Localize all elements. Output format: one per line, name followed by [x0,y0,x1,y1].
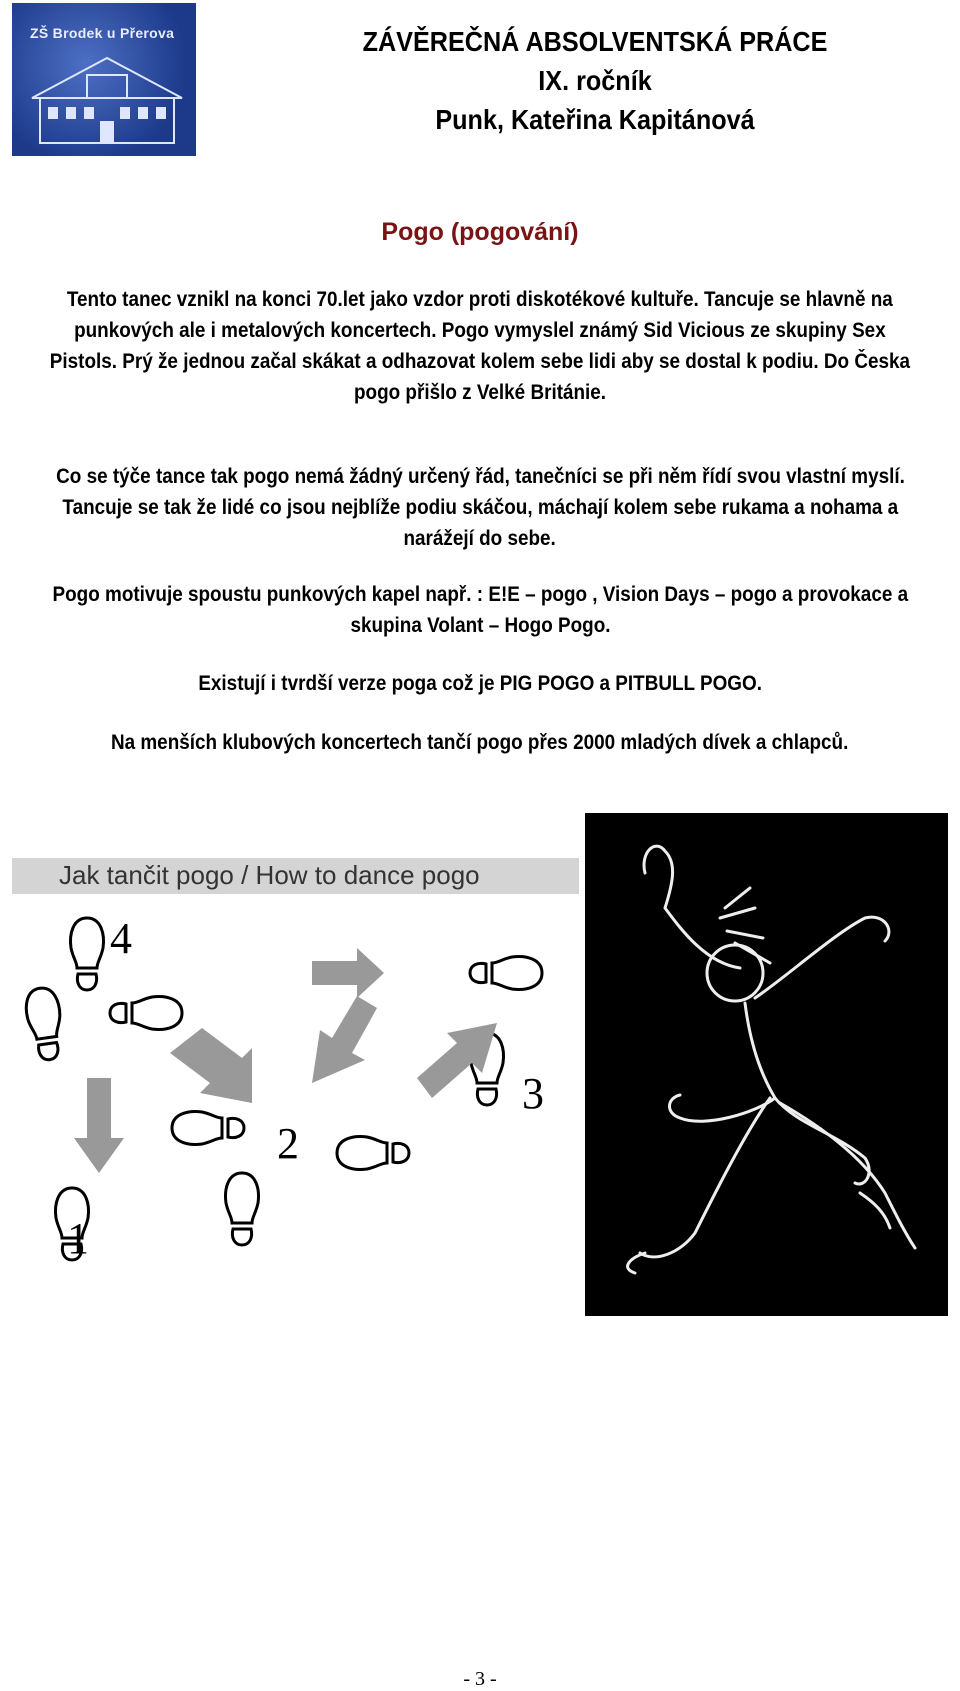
dance-diagram-title-bar [12,858,579,894]
paragraph-versions [0,668,960,699]
step-label: 4 [110,914,132,963]
paragraph-bands [0,579,960,641]
dance-diagram-title: Jak tančit pogo / How to dance pogo [59,860,480,890]
logo-text: ZŠ Brodek u Přerova [30,25,175,41]
dance-diagram [12,858,579,1320]
paragraph-origin [0,284,960,408]
step-label: 2 [277,1119,299,1168]
step-label: 3 [522,1069,544,1118]
school-logo [12,3,196,156]
document-header [270,22,920,139]
paragraph-line: Existují i tvrdší verze poga což je PIG POGO a PITBULL POGO. [198,672,762,695]
paragraph-line: Na menších klubových koncertech tančí pogo přes 2000 mladých dívek a chlapců. [111,731,849,754]
step-label: 1 [67,1214,89,1263]
paragraph-line: Pogo motivuje spoustu punkových kapel např. : E!E – pogo , Vision Days – pogo a provokace a [52,583,908,606]
paragraph-concerts [0,727,960,758]
header-grade: IX. ročník [538,65,652,96]
dancing-punk-icon [585,813,948,1316]
paragraph-line: pogo přišlo z Velké Británie. [353,381,607,404]
paragraph-line: Tancuje se tak že lidé co jsou nejblíže podiu skáčou, máchají kolem sebe rukama a nohama a [62,496,898,519]
page-number: - 3 - [463,1668,497,1690]
footsteps-diagram [12,898,579,1318]
paragraph-line: Tento tanec vznikl na konci 70.let jako vzdor proti diskotékové kultuře. Tancuje se hlavně na [67,288,893,311]
paragraph-line: Co se týče tance tak pogo nemá žádný určený řád, tanečníci se při něm řídí svou vlastní myslí. [55,465,905,488]
header-title: ZÁVĚREČNÁ ABSOLVENTSKÁ PRÁCE [362,26,828,57]
paragraph-style [0,461,960,554]
header-author: Punk, Kateřina Kapitánová [435,104,755,135]
paragraph-line: skupina Volant – Hogo Pogo. [349,614,611,637]
paragraph-line: punkových ale i metalových koncertech. Pogo vymyslel známý Sid Vicious ze skupiny Sex [74,319,886,342]
punk-dancer-image [585,813,948,1316]
paragraph-line: narážejí do sebe. [403,527,557,550]
section-title: Pogo (pogování) [381,218,579,246]
paragraph-line: Pistols. Prý že jednou začal skákat a odhazovat kolem sebe lidi aby se dostal k podiu. Do Česka [49,350,911,373]
